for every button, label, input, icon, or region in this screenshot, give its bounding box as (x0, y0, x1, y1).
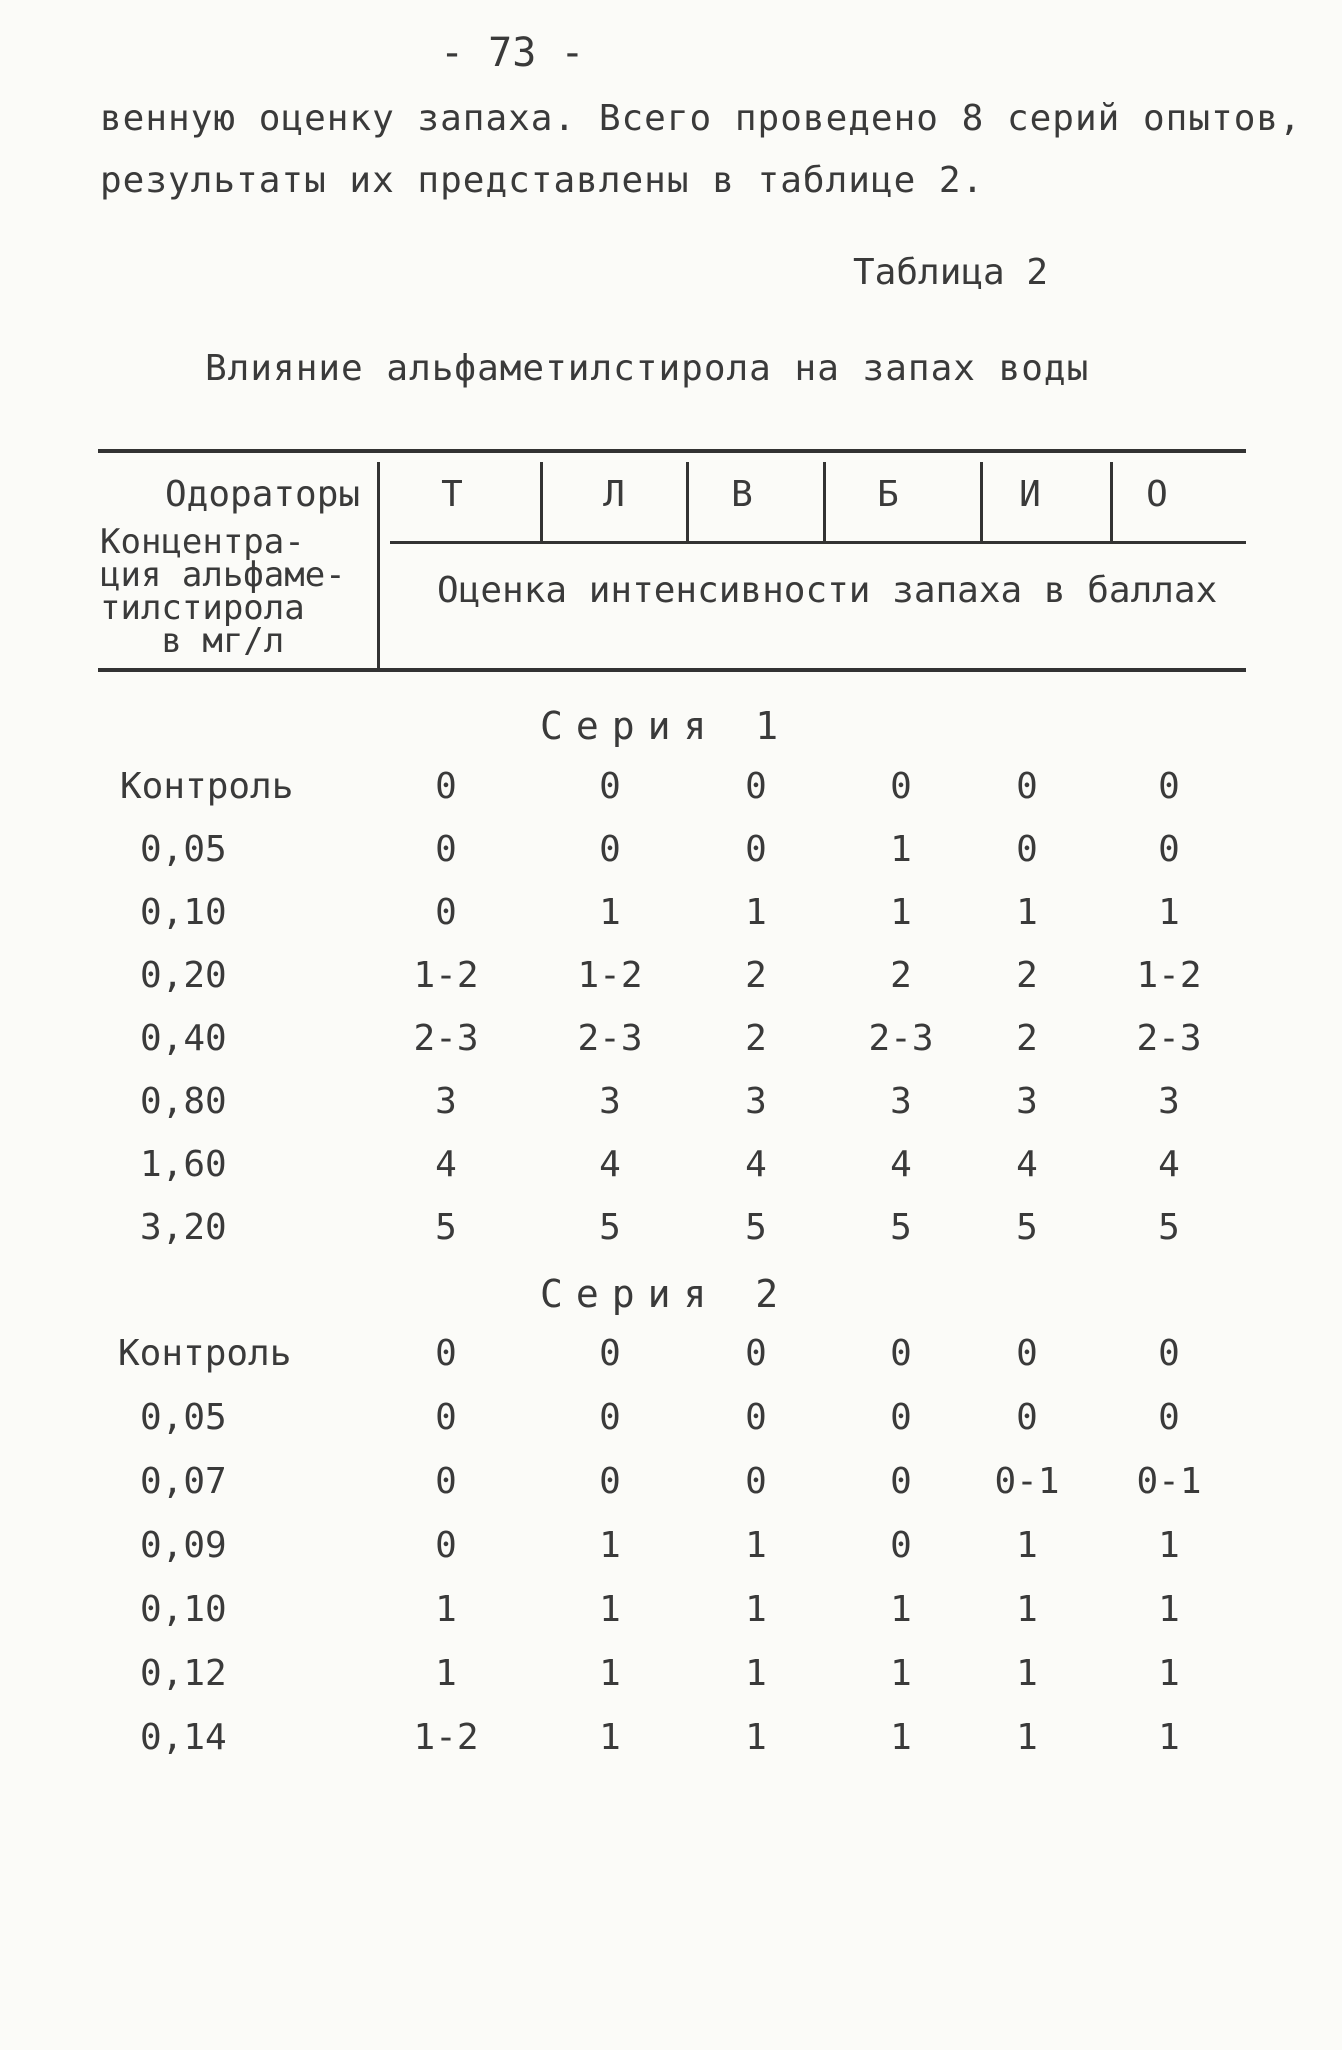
table-cell: 5 (435, 1207, 457, 1248)
header-odorator-t: Т (441, 474, 463, 515)
table-cell: 4 (435, 1144, 457, 1185)
table-cell: 0-1 (1136, 1461, 1202, 1502)
table-cell: 4 (890, 1144, 912, 1185)
table-cell: 2 (745, 955, 767, 996)
table-cell: 1-2 (1136, 955, 1202, 996)
table-cell: 0 (599, 1461, 621, 1502)
table-cell: 1 (1158, 892, 1180, 933)
table-cell: 1-2 (413, 1717, 479, 1758)
series-1-row-4-conc: 0,20 (140, 955, 227, 996)
header-odorator-b: Б (877, 474, 899, 515)
table-cell: 1 (1016, 1653, 1038, 1694)
table-cell: 0 (890, 766, 912, 807)
intro-line-2: результаты их представлены в таблице 2. (100, 160, 985, 201)
table-cell: 1 (745, 1589, 767, 1630)
table-cell: 0 (1016, 1397, 1038, 1438)
series-1-row-6-conc: 0,80 (140, 1081, 227, 1122)
series-1-row-8-conc: 3,20 (140, 1207, 227, 1248)
table-cell: 1 (1016, 892, 1038, 933)
table-cell: 1 (890, 892, 912, 933)
table-cell: 1 (890, 1653, 912, 1694)
series-2-row-5-conc: 0,10 (140, 1589, 227, 1630)
table-cell: 1 (745, 1525, 767, 1566)
table-top-rule (98, 449, 1246, 453)
header-odorator-v: В (731, 474, 753, 515)
table-cell: 1 (435, 1653, 457, 1694)
page-number: - 73 - (440, 30, 585, 76)
header-odorators-label: Одораторы (165, 474, 361, 515)
table-cell: 5 (599, 1207, 621, 1248)
table-cell: 2 (890, 955, 912, 996)
header-concentration-label: Концентра- ция альфаме- тилстирола в мг/л (100, 522, 346, 661)
series-2-row-2-conc: 0,05 (140, 1397, 227, 1438)
table-cell: 1 (1016, 1717, 1038, 1758)
table-cell: 0 (745, 1333, 767, 1374)
table-cell: 1 (745, 1717, 767, 1758)
table-cell: 0 (599, 766, 621, 807)
table-cell: 1 (1016, 1589, 1038, 1630)
series-2-row-4-conc: 0,09 (140, 1525, 227, 1566)
table-cell: 1 (745, 1653, 767, 1694)
table-cell: 0 (1158, 1333, 1180, 1374)
table-cell: 0 (435, 1461, 457, 1502)
table-cell: 0 (435, 1397, 457, 1438)
table-cell: 0 (890, 1397, 912, 1438)
header-score-label: Оценка интенсивности запаха в баллах (437, 570, 1218, 611)
table-cell: 2-3 (577, 1018, 643, 1059)
table-cell: 0 (435, 892, 457, 933)
table-cell: 0 (1158, 829, 1180, 870)
table-cell: 2-3 (868, 1018, 934, 1059)
table-cell: 2-3 (1136, 1018, 1202, 1059)
table-cell: 0 (1158, 1397, 1180, 1438)
table-cell: 5 (1016, 1207, 1038, 1248)
table-cell: 1 (599, 1525, 621, 1566)
table-cell: 0 (1016, 829, 1038, 870)
table-cell: 3 (1158, 1081, 1180, 1122)
table-cell: 3 (435, 1081, 457, 1122)
table-cell: 2 (745, 1018, 767, 1059)
header-odorator-o: О (1146, 474, 1168, 515)
table-cell: 4 (1016, 1144, 1038, 1185)
table-cell: 1 (1158, 1525, 1180, 1566)
table-title: Влияние альфаметилстирола на запах воды (205, 348, 1090, 389)
table-cell: 0 (599, 829, 621, 870)
table-cell: 2 (1016, 955, 1038, 996)
series-2-row-3-conc: 0,07 (140, 1461, 227, 1502)
table-cell: 4 (599, 1144, 621, 1185)
table-cell: 3 (599, 1081, 621, 1122)
table-cell: 0 (435, 766, 457, 807)
table-cell: 1 (599, 1717, 621, 1758)
table-cell: 1 (435, 1589, 457, 1630)
odor-divider-1 (540, 462, 543, 544)
table-cell: 1 (599, 1589, 621, 1630)
series-1-row-1-conc: Контроль (120, 766, 294, 807)
odor-divider-3 (823, 462, 826, 544)
table-cell: 0 (599, 1333, 621, 1374)
table-cell: 0 (435, 829, 457, 870)
table-cell: 0 (435, 1525, 457, 1566)
table-cell: 1 (745, 892, 767, 933)
table-cell: 1 (599, 1653, 621, 1694)
table-cell: 3 (745, 1081, 767, 1122)
table-cell: 2 (1016, 1018, 1038, 1059)
table-cell: 0 (745, 766, 767, 807)
table-cell: 2-3 (413, 1018, 479, 1059)
table-cell: 0 (745, 829, 767, 870)
series-2-row-7-conc: 0,14 (140, 1717, 227, 1758)
table-cell: 1 (599, 892, 621, 933)
series-1-row-7-conc: 1,60 (140, 1144, 227, 1185)
series-1-title: Серия 1 (540, 704, 792, 748)
table-cell: 4 (745, 1144, 767, 1185)
table-label: Таблица 2 (853, 252, 1049, 293)
table-cell: 0 (890, 1333, 912, 1374)
series-2-row-6-conc: 0,12 (140, 1653, 227, 1694)
intro-line-1: венную оценку запаха. Всего проведено 8 серий опытов, (100, 98, 1302, 139)
table-cell: 0 (745, 1397, 767, 1438)
table-cell: 4 (1158, 1144, 1180, 1185)
series-1-row-3-conc: 0,10 (140, 892, 227, 933)
table-cell: 0 (1158, 766, 1180, 807)
header-odorator-l: Л (603, 474, 625, 515)
table-cell: 5 (745, 1207, 767, 1248)
series-2-row-1-conc: Контроль (118, 1333, 292, 1374)
table-cell: 1-2 (577, 955, 643, 996)
table-cell: 0 (1016, 1333, 1038, 1374)
table-cell: 1 (1016, 1525, 1038, 1566)
table-cell: 1 (890, 829, 912, 870)
table-header-bottom-rule (98, 668, 1246, 672)
table-cell: 1 (1158, 1717, 1180, 1758)
table-cell: 3 (890, 1081, 912, 1122)
table-cell: 1-2 (413, 955, 479, 996)
table-cell: 1 (890, 1589, 912, 1630)
table-cell: 5 (1158, 1207, 1180, 1248)
series-1-row-2-conc: 0,05 (140, 829, 227, 870)
table-cell: 0 (435, 1333, 457, 1374)
table-cell: 1 (890, 1717, 912, 1758)
table-stub-divider (377, 462, 380, 672)
table-cell: 3 (1016, 1081, 1038, 1122)
table-cell: 1 (1158, 1653, 1180, 1694)
table-cell: 0-1 (994, 1461, 1060, 1502)
series-1-row-5-conc: 0,40 (140, 1018, 227, 1059)
series-2-title: Серия 2 (540, 1272, 792, 1316)
table-cell: 1 (1158, 1589, 1180, 1630)
table-cell: 0 (745, 1461, 767, 1502)
table-cell: 0 (890, 1525, 912, 1566)
table-cell: 0 (599, 1397, 621, 1438)
table-cell: 0 (1016, 766, 1038, 807)
table-header-divider (390, 541, 1246, 544)
table-cell: 5 (890, 1207, 912, 1248)
table-cell: 0 (890, 1461, 912, 1502)
header-odorator-i: И (1019, 474, 1041, 515)
